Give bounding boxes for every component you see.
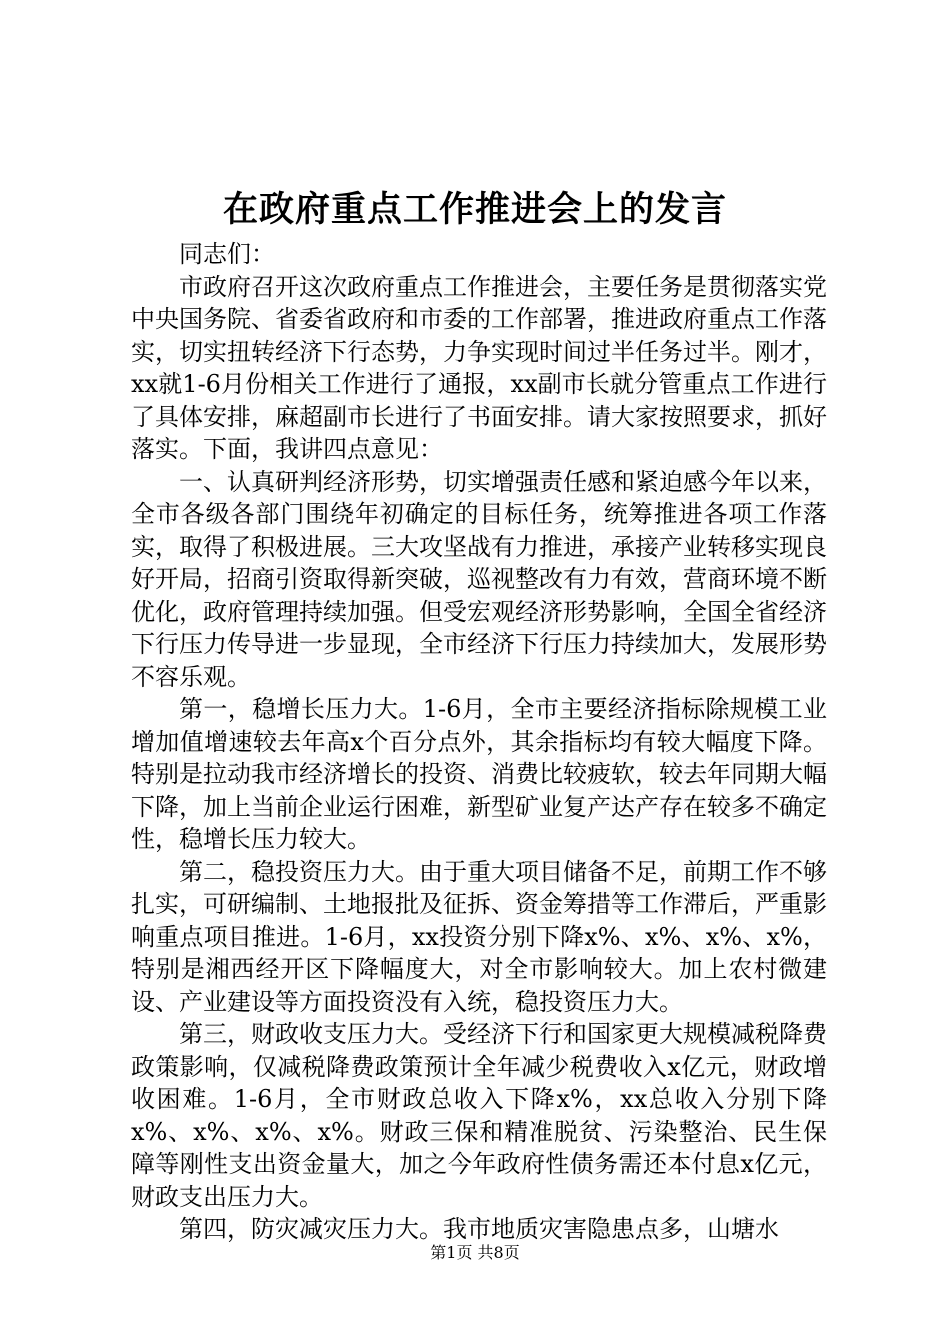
paragraph-point-2: 第二，稳投资压力大。由于重大项目储备不足，前期工作不够扎实，可研编制、土地报批及征拆、资金筹措等工作滞后，严重影响重点项目推进。1-6月，xx投资分别下降x%、x%、x%、x%，特别是湘西经开区下降幅度大，对全市影响较大。加上农村微建设、产业建设等方面投资没有入统，稳投资压力大。 bbox=[131, 857, 827, 1016]
paragraph-section-1: 一、认真研判经济形势，切实增强责任感和紧迫感今年以来，全市各级各部门围绕年初确定的目标任务，统筹推进各项工作落实，取得了积极进展。三大攻坚战有力推进，承接产业转移实现良好开局，招商引资取得新突破，巡视整改有力有效，营商环境不断优化，政府管理持续加强。但受宏观经济形势影响，全国全省经济下行压力传导进一步显现，全市经济下行压力持续加大，发展形势不容乐观。 bbox=[131, 467, 827, 691]
document-body bbox=[131, 238, 827, 1246]
paragraph-point-1: 第一，稳增长压力大。1-6月，全市主要经济指标除规模工业增加值增速较去年高x个百分点外，其余指标均有较大幅度下降。特别是拉动我市经济增长的投资、消费比较疲软，较去年同期大幅下降，加上当前企业运行困难，新型矿业复产达产存在较多不确定性，稳增长压力较大。 bbox=[131, 695, 827, 853]
page-footer: 第1页 共8页 bbox=[430, 1243, 520, 1262]
salutation: 同志们： bbox=[179, 240, 275, 268]
paragraph-point-3: 第三，财政收支压力大。受经济下行和国家更大规模减税降费政策影响，仅减税降费政策预计全年减少税费收入x亿元，财政增收困难。1-6月，全市财政总收入下降x%，xx总收入分别下降x%、x%、x%、x%。财政三保和精准脱贫、污染整治、民生保障等刚性支出资金量大，加之今年政府性债务需还本付息x亿元，财政支出压力大。 bbox=[131, 1020, 827, 1211]
paragraph-intro: 市政府召开这次政府重点工作推进会，主要任务是贯彻落实党中央国务院、省委省政府和市委的工作部署，推进政府重点工作落实，切实扭转经济下行态势，力争实现时间过半任务过半。刚才，xx就1-6月份相关工作进行了通报，xx副市长就分管重点工作进行了具体安排，麻超副市长进行了书面安排。请大家按照要求，抓好落实。下面，我讲四点意见： bbox=[131, 272, 827, 463]
paragraph-point-4: 第四，防灾减灾压力大。我市地质灾害隐患点多，山塘水 bbox=[179, 1215, 779, 1243]
document-title: 在政府重点工作推进会上的发言 bbox=[222, 189, 727, 230]
